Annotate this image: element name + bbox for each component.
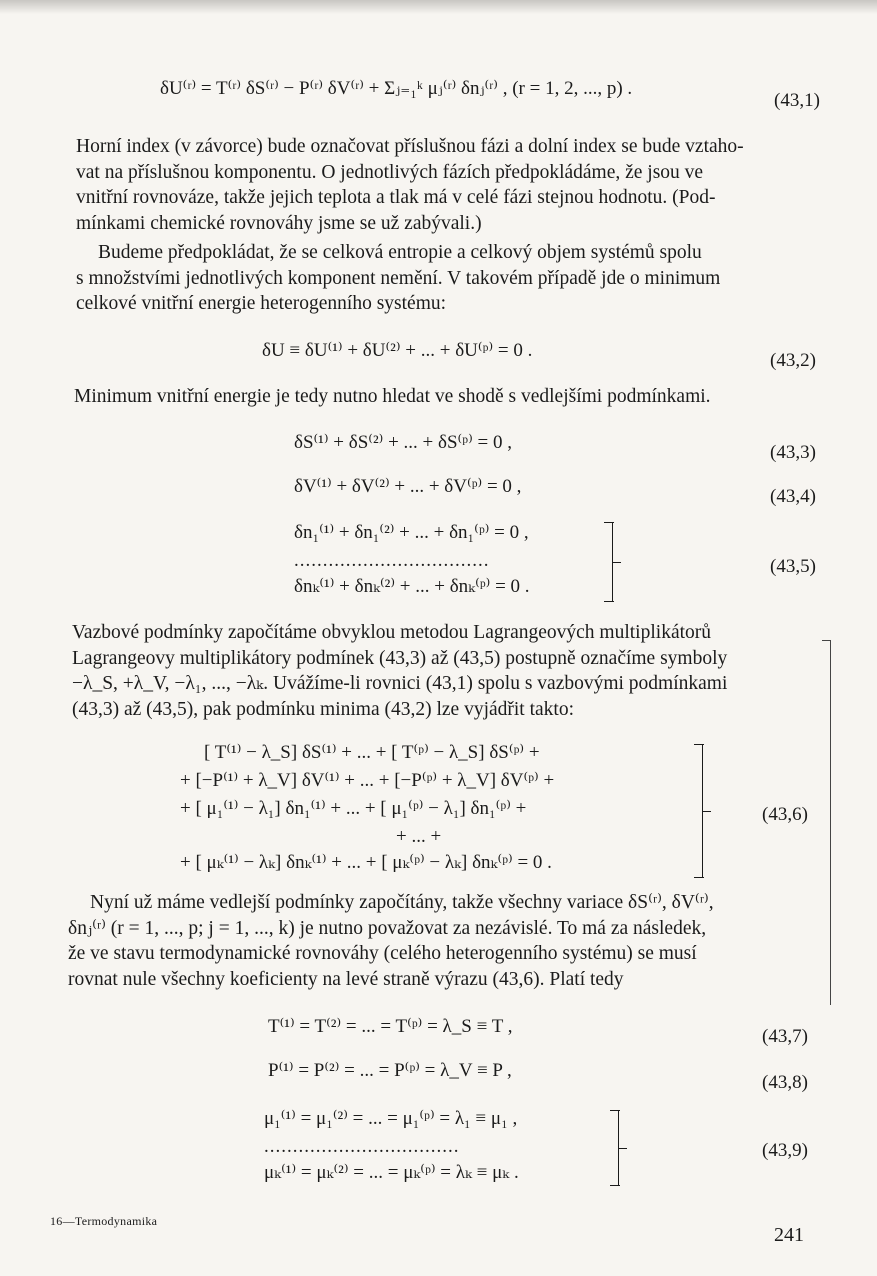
equation-43-3: δS⁽¹⁾ + δS⁽²⁾ + ... + δS⁽ᵖ⁾ = 0 , xyxy=(294,432,512,453)
paragraph-lagrange xyxy=(72,620,824,722)
right-brace xyxy=(616,1110,619,1186)
equation-43-6-line1: [ T⁽¹⁾ − λ_S] δS⁽¹⁾ + ... + [ T⁽ᵖ⁾ − λ_S] δS⁽ᵖ⁾ + xyxy=(204,742,540,763)
margin-pencil-mark xyxy=(822,640,831,1005)
eq-number-43-7: (43,7) xyxy=(762,1026,808,1047)
eq-number-43-4: (43,4) xyxy=(770,486,816,507)
eq-number-43-2: (43,2) xyxy=(770,350,816,371)
equation-43-4: δV⁽¹⁾ + δV⁽²⁾ + ... + δV⁽ᵖ⁾ = 0 , xyxy=(294,476,522,497)
equation-43-6-line4: + ... + xyxy=(396,826,442,847)
equation-43-7: T⁽¹⁾ = T⁽²⁾ = ... = T⁽ᵖ⁾ = λ_S ≡ T , xyxy=(268,1016,513,1037)
eq-number-43-3: (43,3) xyxy=(770,442,816,463)
footer-signature: 16—Termodynamika xyxy=(50,1214,158,1228)
right-brace xyxy=(700,744,703,878)
eq-number-43-5: (43,5) xyxy=(770,556,816,577)
eq-number-43-1: (43,1) xyxy=(774,90,820,111)
equation-43-6-line5: + [ μₖ⁽¹⁾ − λₖ] δnₖ⁽¹⁾ + ... + [ μₖ⁽ᵖ⁾ − λₖ] δnₖ⁽ᵖ⁾ = 0 . xyxy=(180,852,552,873)
text-line: Lagrangeovy multiplikátory podmínek (43,3) až (43,5) postupně označíme symboly xyxy=(72,647,728,669)
eq-number-43-8: (43,8) xyxy=(762,1072,808,1093)
equation-43-9-last: μₖ⁽¹⁾ = μₖ⁽²⁾ = ... = μₖ⁽ᵖ⁾ = λₖ ≡ μₖ . xyxy=(264,1162,519,1183)
paragraph-minimum xyxy=(74,384,834,410)
paragraph-independent xyxy=(68,890,820,992)
equation-43-2: δU ≡ δU⁽¹⁾ + δU⁽²⁾ + ... + δU⁽ᵖ⁾ = 0 . xyxy=(262,340,533,361)
text-line: celkové vnitřní energie heterogenního systému: xyxy=(76,293,447,314)
page-number: 241 xyxy=(774,1224,804,1246)
text-line: −λ_S, +λ_V, −λ₁, ..., −λₖ. Uvážíme-li rovnici (43,1) spolu s vazbovými podmínkami xyxy=(72,673,728,694)
text-line: vat na příslušnou komponentu. O jednotlivých fázích předpokládáme, že jsou ve xyxy=(76,161,704,183)
equation-43-9-first: μ₁⁽¹⁾ = μ₁⁽²⁾ = ... = μ₁⁽ᵖ⁾ = λ₁ ≡ μ₁ , xyxy=(264,1108,518,1129)
eq-number-43-6: (43,6) xyxy=(762,804,808,825)
paragraph-indices xyxy=(76,134,824,236)
text-line: δnⱼ⁽ʳ⁾ (r = 1, ..., p; j = 1, ..., k) je nutno považovat za nezávislé. To má za následek, xyxy=(68,917,707,939)
text-line: Nyní už máme vedlejší podmínky započítány, takže všechny variace δS⁽ʳ⁾, δV⁽ʳ⁾, xyxy=(90,892,714,913)
text-line: rovnat nule všechny koeficienty na levé straně výrazu (43,6). Platí tedy xyxy=(68,968,624,990)
text-line: vnitřní rovnováze, takže jejich teplota a tlak má v celé fázi stejnou hodnotu. (Pod- xyxy=(76,187,716,208)
equation-43-5-dots: .................................. xyxy=(294,550,490,571)
equation-43-6-line2: + [−P⁽¹⁾ + λ_V] δV⁽¹⁾ + ... + [−P⁽ᵖ⁾ + λ_V] δV⁽ᵖ⁾ + xyxy=(180,770,555,791)
text-line: Minimum vnitřní energie je tedy nutno hledat ve shodě s vedlejšími podmínkami. xyxy=(74,386,711,407)
eq-number-43-9: (43,9) xyxy=(762,1140,808,1161)
equation-43-6-line3: + [ μ₁⁽¹⁾ − λ₁] δn₁⁽¹⁾ + ... + [ μ₁⁽ᵖ⁾ − λ₁] δn₁⁽ᵖ⁾ + xyxy=(180,798,527,819)
text-line: Vazbové podmínky započítáme obvyklou metodou Lagrangeových multiplikátorů xyxy=(72,622,712,643)
text-line: že ve stavu termodynamické rovnováhy (celého heterogenního systému) se musí xyxy=(68,943,697,964)
text-line: (43,3) až (43,5), pak podmínku minima (43,2) lze vyjádřit takto: xyxy=(72,698,575,720)
equation-43-9-dots: .................................. xyxy=(264,1136,460,1157)
text-line: Horní index (v závorce) bude označovat příslušnou fázi a dolní index se bude vztaho- xyxy=(76,136,744,157)
text-line: s množstvími jednotlivých komponent nemění. V takovém případě jde o minimum xyxy=(76,267,721,289)
equation-43-1: δU⁽ʳ⁾ = T⁽ʳ⁾ δS⁽ʳ⁾ − P⁽ʳ⁾ δV⁽ʳ⁾ + Σⱼ₌₁ᵏ μⱼ⁽ʳ⁾ δnⱼ⁽ʳ⁾ , (r = 1, 2, ..., p) . xyxy=(160,78,633,99)
text-line: Budeme předpokládat, že se celková entropie a celkový objem systémů spolu xyxy=(98,242,702,263)
text-line: mínkami chemické rovnováhy jsme se už zabývali.) xyxy=(76,212,482,234)
equation-43-8: P⁽¹⁾ = P⁽²⁾ = ... = P⁽ᵖ⁾ = λ_V ≡ P , xyxy=(268,1060,512,1081)
right-brace xyxy=(610,522,613,602)
paragraph-assumption xyxy=(76,240,824,317)
equation-43-5-last: δnₖ⁽¹⁾ + δnₖ⁽²⁾ + ... + δnₖ⁽ᵖ⁾ = 0 . xyxy=(294,576,530,597)
equation-43-5-first: δn₁⁽¹⁾ + δn₁⁽²⁾ + ... + δn₁⁽ᵖ⁾ = 0 , xyxy=(294,522,529,543)
